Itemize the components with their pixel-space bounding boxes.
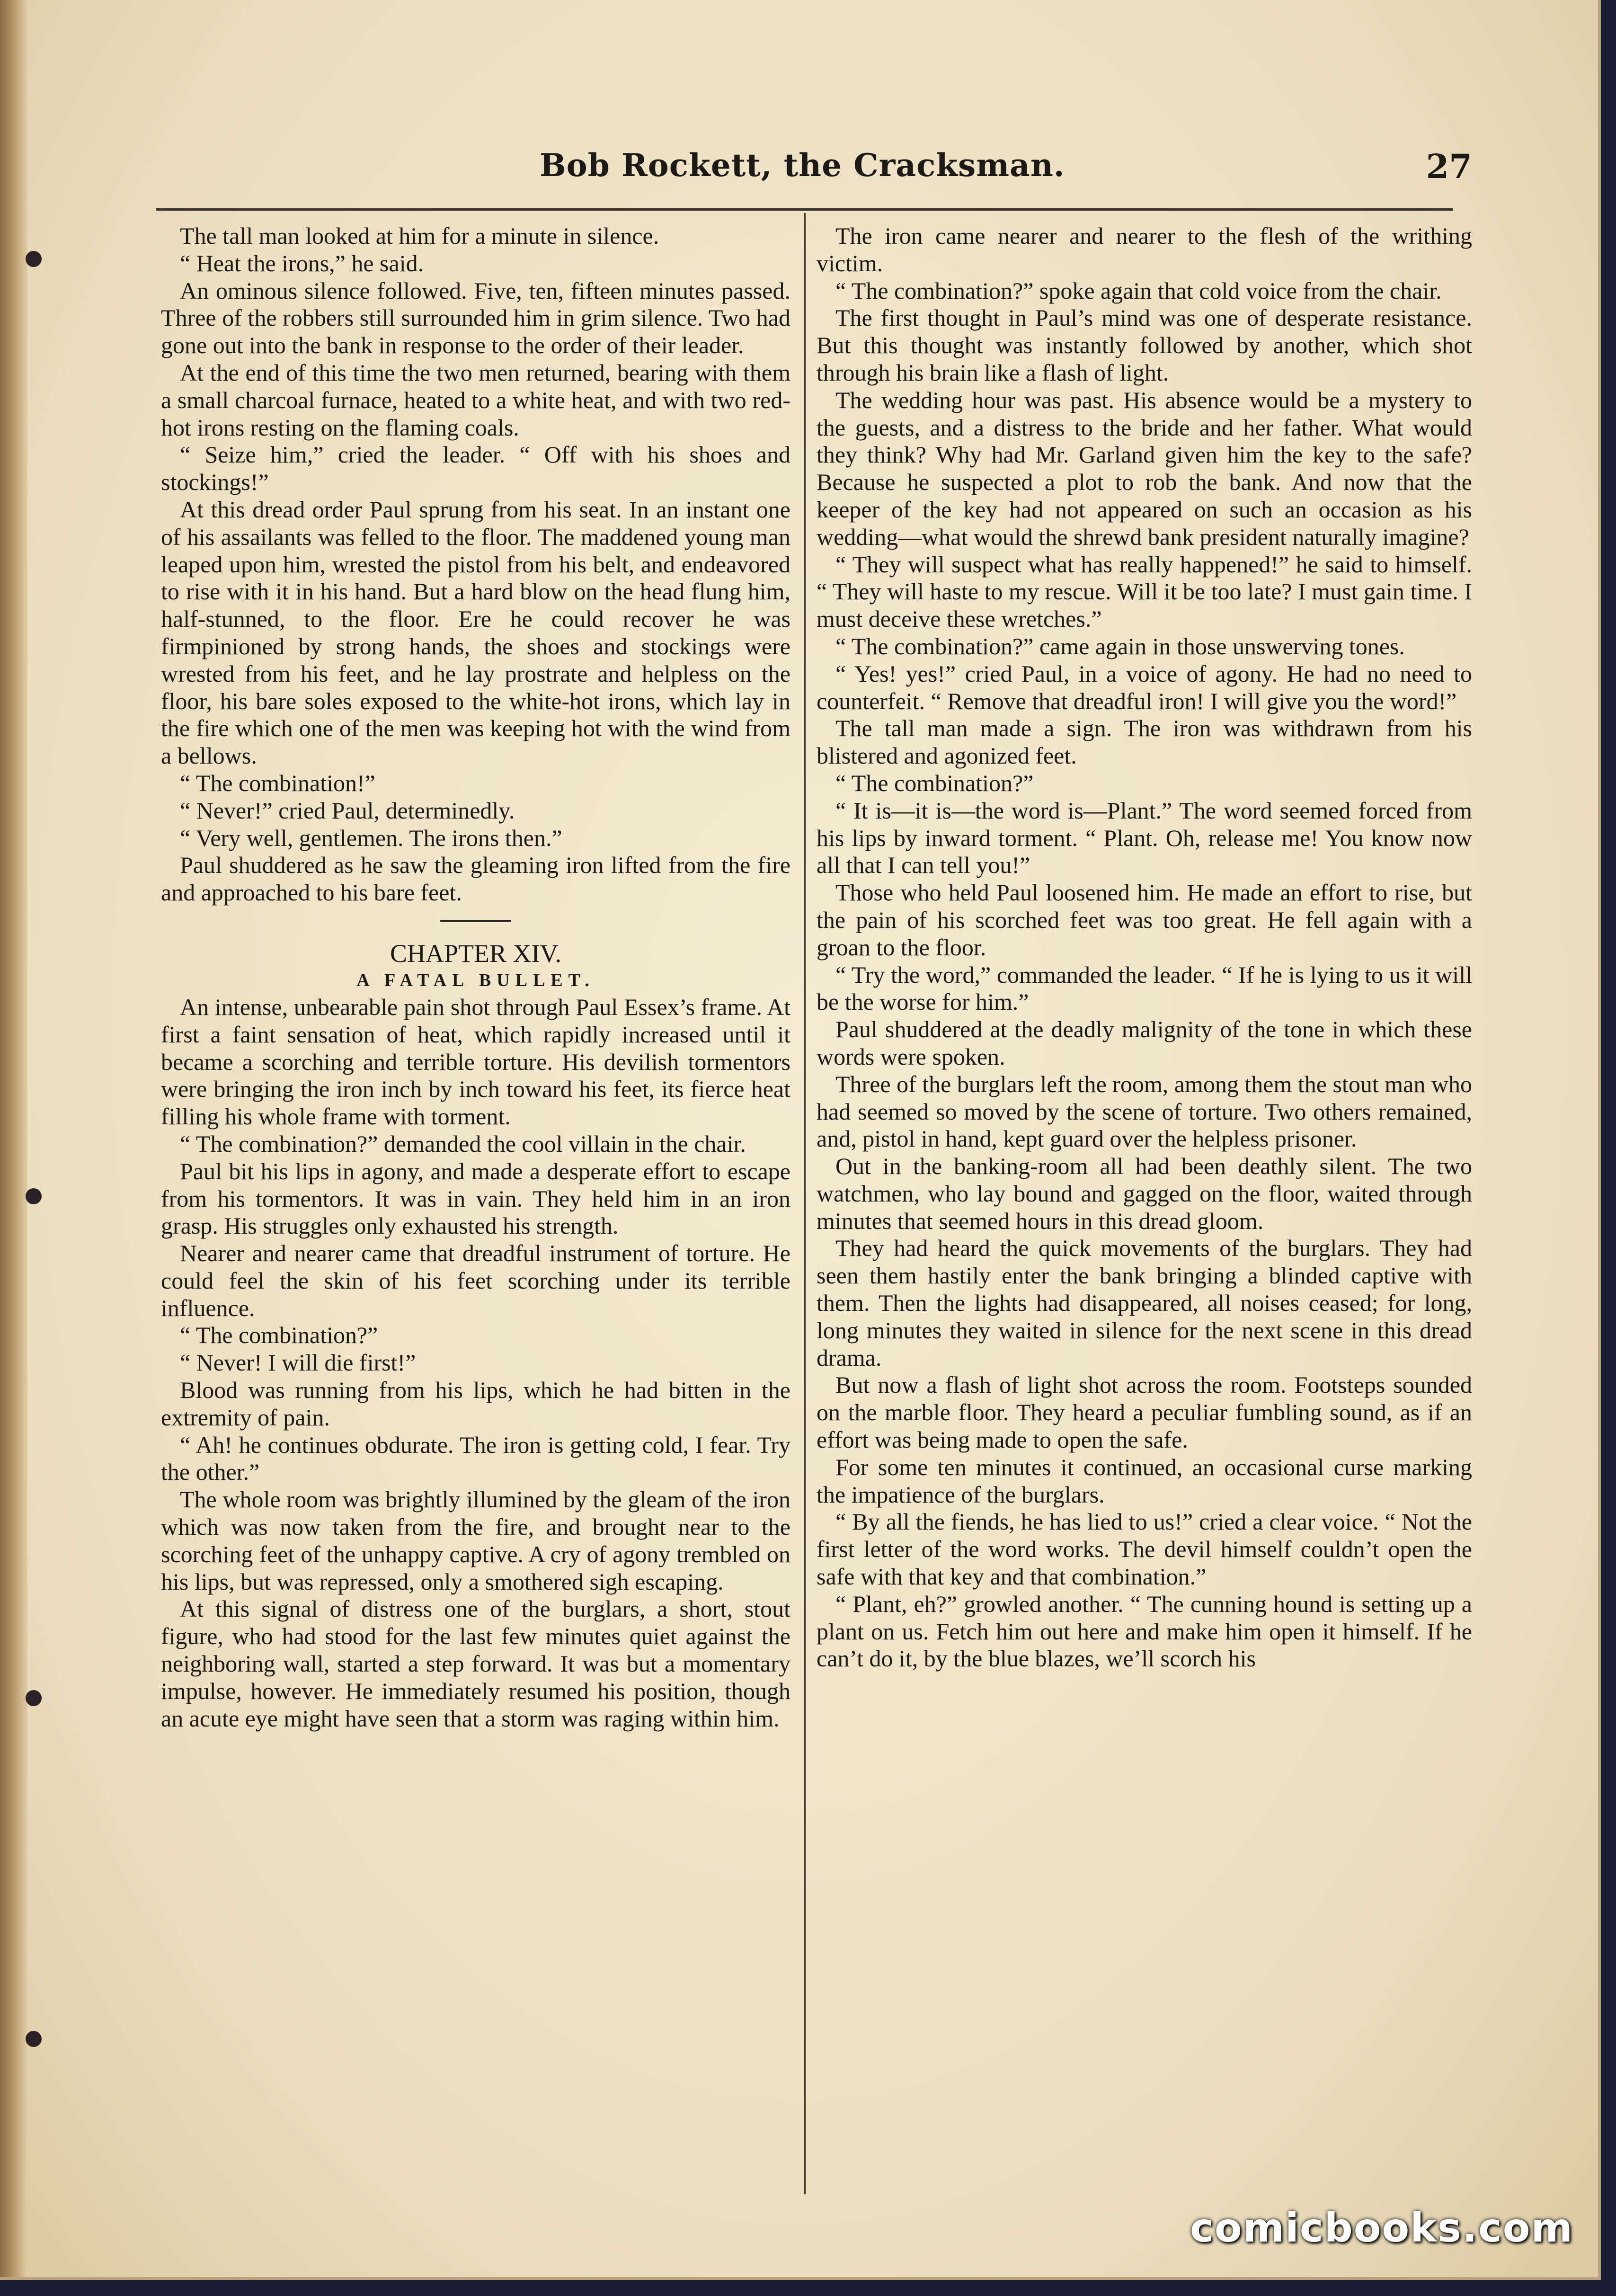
paragraph: “ Seize him,” cried the leader. “ Off with his shoes and stockings!”	[161, 441, 790, 496]
paragraph: “ The combination?” demanded the cool villain in the chair.	[180, 1130, 746, 1157]
paragraph: “ Yes! yes!” cried Paul, in a voice of agony. He had no need to counterfeit. “ Remove that dreadful iron! I will give you the word!”	[817, 660, 1472, 714]
paragraph: Blood was running from his lips, which he had bitten in the extremity of pain.	[161, 1377, 790, 1431]
binding-hole	[26, 2031, 42, 2047]
paragraph: But now a flash of light shot across the room. Footsteps sounded on the marble floor. They heard a peculiar fumbling sound, as if an effort was being made to open the safe.	[817, 1371, 1472, 1453]
right-column	[817, 222, 1472, 2192]
paragraph: The iron came nearer and nearer to the flesh of the writhing victim.	[817, 222, 1472, 276]
paragraph: The whole room was brightly illumined by the gleam of the iron which was now taken from the fire, and brought near to the scorching feet of the unhappy captive. A cry of agony trembled on his lips, but was repressed, only a smothered sigh escaping.	[161, 1486, 790, 1595]
left-column-text-after-chapter	[161, 994, 790, 1733]
paragraph: “ Never!” cried Paul, determinedly.	[180, 797, 515, 824]
paragraph: “ The combination?”	[180, 1322, 378, 1349]
paragraph: At this dread order Paul sprung from his seat. In an instant one of his assailants was felled to the floor. The maddened young man leaped upon him, wrested the pistol from his belt, and endeavored to rise with it in his hand. But a hard blow on the head flung him, half-stunned, to the floor. Ere he could recover he was firmpinioned by strong hands, the shoes and stockings were wrested from his feet, and he lay prostrate and helpless on the floor, his bare soles exposed to the white-hot irons, which lay in the fire which one of the men was keeping hot with the wind from a bellows.	[161, 496, 790, 769]
page-number: 27	[1426, 147, 1472, 186]
binding-hole	[26, 251, 42, 267]
binding-hole	[26, 1690, 42, 1706]
paragraph: For some ten minutes it continued, an occasional curse marking the impatience of the burglars.	[817, 1453, 1472, 1508]
paragraph: The wedding hour was past. His absence would be a mystery to the guests, and a distress to the bride and her father. What would they think? Why had Mr. Garland given him the key to the safe? Because he suspected a plot to rob the bank. And now that the keeper of the key had not appeared on such an occasion as his wedding—what would the shrewd bank president naturally imagine?	[817, 386, 1472, 550]
column-divider	[804, 213, 806, 2194]
paragraph: “ The combination?”	[835, 769, 1034, 796]
paragraph: “ Heat the irons,” he said.	[180, 249, 424, 276]
page-header	[142, 142, 1472, 199]
binding-hole	[26, 1188, 42, 1204]
paragraph: “ They will suspect what has really happened!” he said to himself. “ They will haste to my rescue. Will it be too late? I must gain time. I must deceive these wretches.”	[817, 551, 1472, 632]
right-column-text	[817, 222, 1472, 1673]
chapter-separator-rule	[440, 920, 511, 922]
paragraph: Paul bit his lips in agony, and made a desperate effort to escape from his tormentors. It was in vain. They held him in an iron grasp. His struggles only exhausted his strength.	[161, 1157, 790, 1239]
site-watermark: comicbooks.com	[1190, 2205, 1573, 2251]
paragraph: “ The combination?” came again in those unswerving tones.	[835, 632, 1405, 659]
paragraph: Paul shuddered as he saw the gleaming iron lifted from the fire and approached to his bare feet.	[161, 852, 790, 906]
paragraph: “ Very well, gentlemen. The irons then.”	[180, 824, 562, 851]
paragraph: Those who held Paul loosened him. He made an effort to rise, but the pain of his scorched feet was too great. He fell again with a groan to the floor.	[817, 879, 1472, 961]
paragraph: “ Ah! he continues obdurate. The iron is getting cold, I fear. Try the other.”	[161, 1431, 790, 1486]
left-column-text-before-chapter	[161, 222, 790, 907]
left-column	[161, 222, 790, 2192]
running-title: Bob Rockett, the Cracksman.	[540, 147, 1065, 184]
paragraph: At the end of this time the two men returned, bearing with them a small charcoal furnace, heated to a white heat, and with two red-hot irons resting on the flaming coals.	[161, 359, 790, 441]
paragraph: “ Try the word,” commanded the leader. “ If he is lying to us it will be the worse for him.”	[817, 961, 1472, 1015]
paragraph: At this signal of distress one of the burglars, a short, stout figure, who had stood for the last few minutes quiet against the neighboring wall, started a step forward. It was but a momentary impulse, however. He immediately resumed his position, though an acute eye might have seen that a storm was raging within him.	[161, 1595, 790, 1732]
paragraph: Three of the burglars left the room, among them the stout man who had seemed so moved by the scene of torture. Two others remained, and, pistol in hand, kept guard over the helpless prisoner.	[817, 1070, 1472, 1152]
paragraph: “ Plant, eh?” growled another. “ The cunning hound is setting up a plant on us. Fetch him out here and make him open it himself. If he can’t do it, by the blue blazes, we’ll scorch his	[817, 1590, 1472, 1672]
paragraph: “ It is—it is—the word is—Plant.” The word seemed forced from his lips by inward torment. “ Plant. Oh, release me! You know now all that I can tell you!”	[817, 797, 1472, 879]
paragraph: The first thought in Paul’s mind was one of desperate resistance. But this thought was instantly followed by another, which shot through his brain like a flash of light.	[817, 304, 1472, 386]
header-rule	[156, 208, 1453, 211]
paragraph: The tall man made a sign. The iron was withdrawn from his blistered and agonized feet.	[817, 715, 1472, 769]
paragraph: Out in the banking-room all had been deathly silent. The two watchmen, who lay bound and gagged on the floor, waited through minutes that seemed hours in this dread gloom.	[817, 1153, 1472, 1234]
paragraph: The tall man looked at him for a minute in silence.	[180, 222, 659, 249]
paragraph: An ominous silence followed. Five, ten, fifteen minutes passed. Three of the robbers still surrounded him in grim silence. Two had gone out into the bank in response to the order of their leader.	[161, 277, 790, 359]
paragraph: An intense, unbearable pain shot through Paul Essex’s frame. At first a faint sensation of heat, which rapidly increased until it became a scorching and terrible torture. His devilish tormentors were bringing the iron inch by inch toward his feet, its fierce heat filling his whole frame with torment.	[161, 993, 790, 1130]
chapter-subtitle: A FATAL BULLET.	[356, 970, 595, 990]
paragraph: “ The combination!”	[180, 769, 375, 796]
paragraph: “ The combination?” spoke again that cold voice from the chair.	[835, 277, 1442, 304]
paragraph: “ By all the fiends, he has lied to us!” cried a clear voice. “ Not the first letter of the word works. The devil himself couldn’t open the safe with that key and that combination.”	[817, 1508, 1472, 1590]
paragraph: Paul shuddered at the deadly malignity of the tone in which these words were spoken.	[817, 1016, 1472, 1070]
chapter-title: CHAPTER XIV.	[390, 939, 562, 968]
page-spine-shadow	[0, 0, 27, 2277]
paragraph: Nearer and nearer came that dreadful instrument of torture. He could feel the skin of his feet scorching under its terrible influence.	[161, 1240, 790, 1321]
paragraph: They had heard the quick movements of the burglars. They had seen them hastily enter the bank bringing a blinded captive with them. Then the lights had disappeared, all noises ceased; for long, long minutes they waited in silence for the next scene in this dread drama.	[817, 1235, 1472, 1371]
paragraph: “ Never! I will die first!”	[180, 1349, 416, 1376]
